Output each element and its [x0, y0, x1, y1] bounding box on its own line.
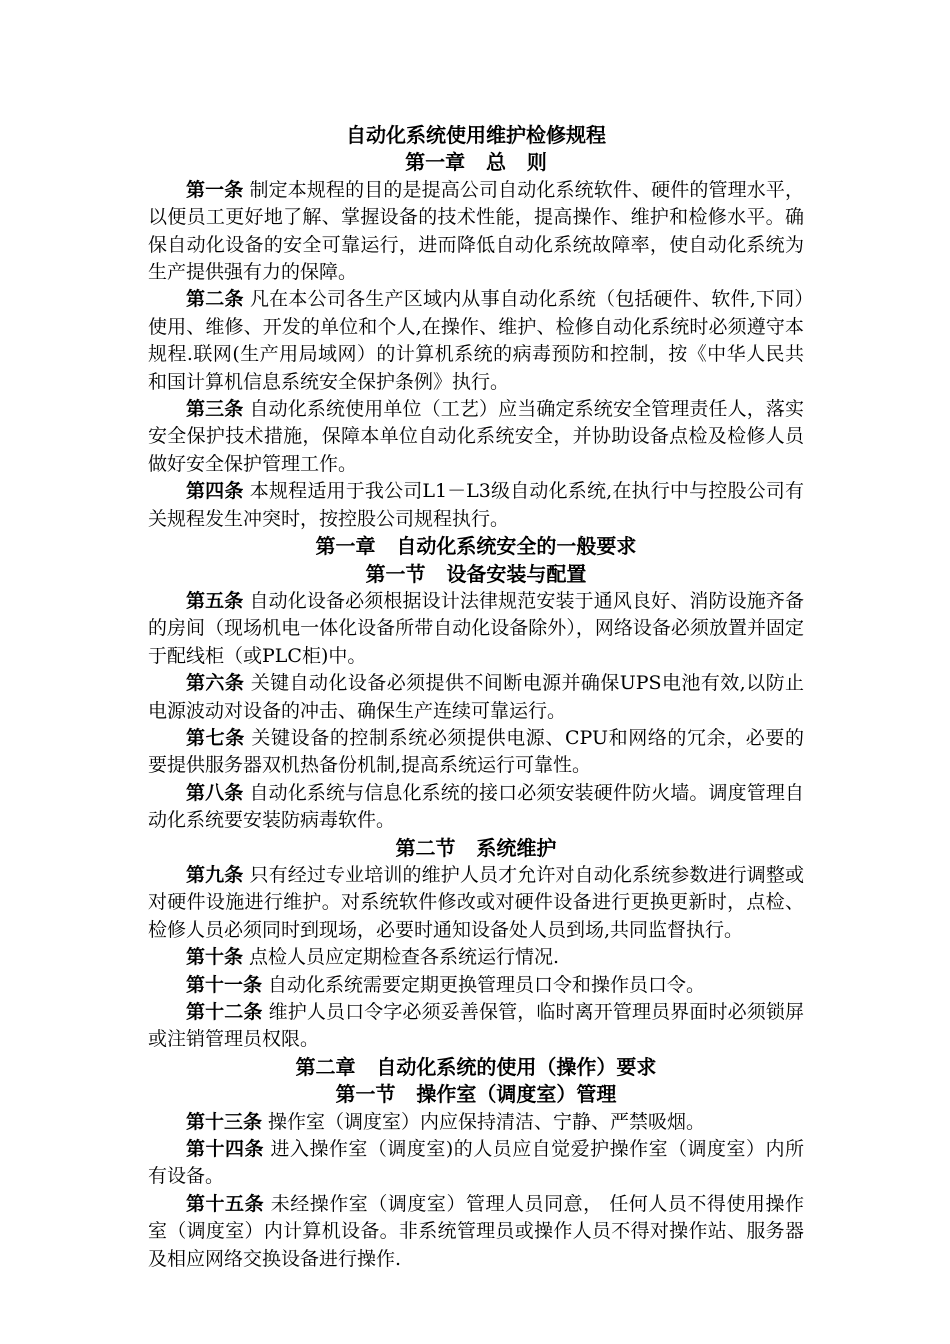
- article-paragraph: [148, 780, 804, 835]
- article-text: 只有经过专业培训的维护人员才允许对自动化系统参数进行调整或对硬件设施进行维护。对系统软件修改或对硬件设备进行更换更新时，点检、检修人员必须同时到现场，必要时通知设备处人员到场,共同监督执行。: [148, 863, 804, 941]
- section-heading: 第一节 操作室（调度室）管理: [335, 1082, 617, 1107]
- document-body: [148, 149, 804, 1273]
- article-number: 第四条: [186, 480, 244, 503]
- section-heading: 第一章 自动化系统安全的一般要求: [315, 534, 637, 559]
- document-page: [148, 122, 804, 1273]
- article-number: 第十条: [186, 946, 244, 969]
- section-heading: 第二章 自动化系统的使用（操作）要求: [295, 1054, 657, 1079]
- article-number: 第十二条: [186, 1001, 263, 1023]
- article-paragraph: [148, 396, 804, 478]
- article-number: 第十一条: [186, 973, 263, 996]
- article-text: 自动化系统与信息化系统的接口必须安装硬件防火墙。调度管理自动化系统要安装防病毒软件。: [148, 781, 804, 832]
- article-number: 第十五条: [186, 1192, 265, 1215]
- article-text: 本规程适用于我公司L1－L3级自动化系统,在执行中与控股公司有关规程发生冲突时，按控股公司规程执行。: [148, 480, 804, 530]
- article-paragraph: [148, 670, 804, 725]
- article-text: 点检人员应定期检查各系统运行情况.: [243, 946, 560, 969]
- article-text: 凡在本公司各生产区域内从事自动化系统（包括硬件、软件,下同）使用、维修、开发的单位和个人,在操作、维护、检修自动化系统时必须遵守本规程.联网(生产用局域网）的计算机系统的病毒预防和控制，按《中华人民共和国计算机信息系统安全保护条例》执行。: [148, 288, 804, 393]
- article-number: 第七条: [186, 726, 245, 749]
- section-heading: 第二节 系统维护: [395, 835, 557, 860]
- article-number: 第八条: [186, 781, 244, 804]
- article-paragraph: [148, 999, 804, 1054]
- article-text: 未经操作室（调度室）管理人员同意， 任何人员不得使用操作室（调度室）内计算机设备。非系统管理员或操作人员不得对操作站、服务器及相应网络交换设备进行操作.: [148, 1192, 804, 1270]
- article-number: 第三条: [186, 398, 244, 421]
- section-heading: 第一节 设备安装与配置: [365, 561, 587, 586]
- article-number: 第九条: [186, 863, 244, 886]
- article-number: 第一条: [186, 178, 244, 201]
- article-paragraph: [148, 862, 804, 944]
- article-paragraph: [148, 286, 804, 396]
- article-paragraph: [148, 1191, 804, 1273]
- article-paragraph: [148, 944, 804, 971]
- article-number: 第十四条: [186, 1138, 264, 1161]
- document-title: 自动化系统使用维护检修规程: [346, 123, 606, 147]
- article-text: 维护人员口令字必须妥善保管，临时离开管理员界面时必须锁屏或注销管理员权限。: [148, 1001, 804, 1051]
- article-number: 第十三条: [186, 1110, 263, 1133]
- article-paragraph: [148, 177, 804, 287]
- article-text: 自动化系统需要定期更换管理员口令和操作员口令。: [262, 973, 706, 996]
- article-paragraph: [148, 725, 804, 780]
- article-text: 操作室（调度室）内应保持清洁、宁静、严禁吸烟。: [262, 1110, 706, 1133]
- article-paragraph: [148, 588, 804, 670]
- article-paragraph: [148, 1136, 804, 1191]
- article-number: 第五条: [186, 589, 244, 612]
- article-text: 关键设备的控制系统必须提供电源、CPU和网络的冗余，必要的要提供服务器双机热备份机制,提高系统运行可靠性。: [148, 726, 804, 777]
- article-paragraph: [148, 478, 804, 533]
- article-number: 第二条: [186, 288, 244, 311]
- article-text: 自动化系统使用单位（工艺）应当确定系统安全管理责任人，落实安全保护技术措施，保障本单位自动化系统安全，并协助设备点检及检修人员做好安全保护管理工作。: [148, 398, 804, 475]
- article-text: 自动化设备必须根据设计法律规范安装于通风良好、消防设施齐备的房间（现场机电一体化设备所带自动化设备除外），网络设备必须放置并固定于配线柜（或PLC柜)中。: [148, 589, 804, 667]
- article-paragraph: [148, 972, 804, 999]
- article-text: 制定本规程的目的是提高公司自动化系统软件、硬件的管理水平，以便员工更好地了解、掌握设备的技术性能，提高操作、维护和检修水平。确保自动化设备的安全可靠运行，进而降低自动化系统故障率，使自动化系统为生产提供强有力的保障。: [148, 178, 804, 284]
- article-text: 进入操作室（调度室)的人员应自觉爱护操作室（调度室）内所有设备。: [148, 1138, 804, 1188]
- article-number: 第六条: [186, 672, 245, 695]
- article-paragraph: [148, 1109, 804, 1136]
- section-heading: 第一章 总 则: [405, 150, 547, 175]
- article-text: 关键自动化设备必须提供不间断电源并确保UPS电池有效,以防止电源波动对设备的冲击、确保生产连续可靠运行。: [148, 672, 804, 722]
